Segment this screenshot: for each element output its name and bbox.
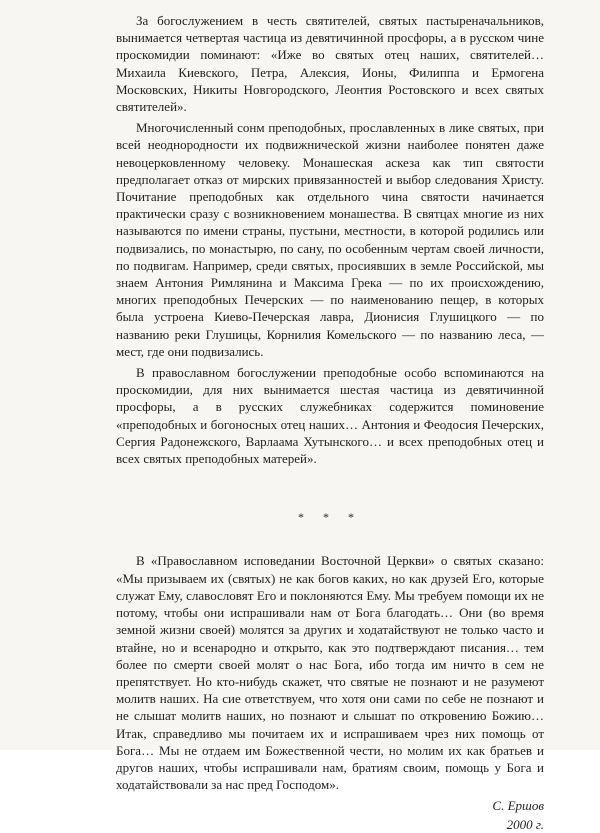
paragraph-saints-hierarchs: За богослужением в честь святителей, святых пастыреначальников, вынимается четвертая частица из девятичинной просфоры, а в русском чине проскомидии поминают: «Иже во святых отец наших, святителей… Михаила Киевского, Петра, Алексия, Ионы, Филиппа и Ермогена Московских, Никиты Новгородского, Леонтия Ростовского и всех святых святителей». — [116, 13, 544, 115]
signature-author: С. Ершов — [492, 798, 544, 814]
paragraph-venerable-saints: Многочисленный сонм преподобных, прославленных в лике святых, при всей неоднородности их подвижнической жизни наиболее понятен даже невоцерковленному человеку. Монашеская аскеза как тип святости предполагает отказ от мирских привязанностей и выбор следования Христу. Почитание преподобных как отдельного чина святости начинается практически сразу с возникновением монашества. В святцах многие из них называются по имени страны, пустыни, местности, в которой родились или подвизались, по монастырю, по сану, по особенным чертам своей личности, по подвигам. Например, среди святых, просиявших в земле Российской, мы знаем Антония Римлянина и Максима Грека — по их происхождению, многих преподобных Печерских — по наименованию пещер, в которых была устроена Киево-Печерская лавра, Дионисия Глушицкого — по названию реки Глушицы, Корнилия Комельского — по названию леса, — мест, где они подвизались. — [116, 120, 544, 359]
section-separator: * * * — [298, 510, 362, 525]
paragraph-proskomedia: В православном богослужении преподобные особо вспоминаются на проскомидии, для них вынимается шестая частица из девятичинной просфоры, а в русских служебниках содержится поминовение «преподобных и богоносных отец наших… Антония и Феодосия Печерских, Сергия Радонежского, Варлаама Хутынского… и всех преподобных отец и всех святых преподобных матерей». — [116, 365, 544, 467]
signature-year: 2000 г. — [506, 817, 544, 833]
paragraph-orthodox-confession: В «Православном исповедании Восточной Церкви» о святых сказано: «Мы призываем их (святых) не как богов каких, но как друзей Его, которые служат Ему, славословят Его и поклоняются Ему. Мы требуем помощи их не потому, чтобы они испрашивали нам от Бога благодать… Они (во время земной жизни своей) молятся за других и ходатайствуют не только часто и втайне, но и всенародно и открыто, как это подтверждают писания… тем более по смерти своей молят о нас Бога, ибо тогда им ничто в сем не препятствует. Но кто-нибудь скажет, что святые не познают и не разумеют молитв наших. На сие ответствуем, что хотя они сами по себе не познают и не слышат молитв наших, но познают и слышат по откровению Божию… Итак, справедливо мы почитаем их и испрашиваем чрез них помощь от Бога… Мы не отдаем им Божественной чести, но молим их как братьев и другов наших, чтобы испрашивали нам, братиям своим, помощь у Бога и ходатайствовали за нас пред Господом». — [116, 553, 544, 793]
